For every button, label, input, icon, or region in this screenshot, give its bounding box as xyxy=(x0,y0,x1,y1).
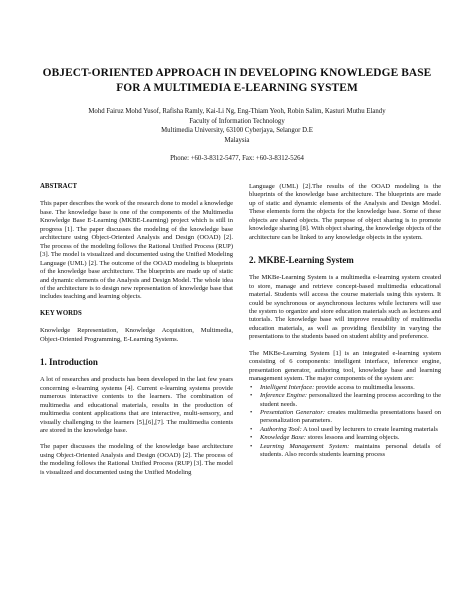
component-term: Inference Engine: xyxy=(260,392,308,400)
component-description: personalized the learning process according to the student needs. xyxy=(260,392,441,408)
component-description: provide access to multimedia lessons. xyxy=(314,383,415,391)
section-2-paragraph-1: The MKBe-Learning System is a multimedia e-learning system created to store, manage and retrieve concept-based multimedia educational material. Students will access the course materials using this system. It could be synchronous or asynchronous lectures while lecturers will use the system to organize and store education materials such as lectures and tutorials. The knowledge base will improve reusability of multimedia education materials, as well as providing flexibility in varying the presentations to the students based on student ability and preference. xyxy=(249,274,441,341)
component-term: Knowledge Base: xyxy=(260,434,307,442)
intro-paragraph-1: A lot of researches and products has been developed in the last few years concerning e-learning systems [4]. Current e-learning systems provide numerous interactive contents to the learners. The combination of multimedia and educational materials, results in the production of multimedia content applications that are interactive, multi-sensory, and visually challenging to the learners [5],[6],[7]. The multimedia contents are stored in the knowledge base. xyxy=(40,376,233,434)
component-list-item xyxy=(249,443,441,460)
component-list-item xyxy=(249,409,441,426)
affiliation-university: Multimedia University, 63100 Cyberjaya, Selangor D.E xyxy=(161,127,313,135)
author-list: Mohd Fairuz Mohd Yusof, Rafisha Ramly, Kai-Li Ng, Eng-Thiam Yeoh, Robin Salim, Kasturi Muthu Elandy xyxy=(88,108,386,115)
affiliation-country: Malaysia xyxy=(224,136,250,144)
author-block xyxy=(30,107,444,145)
intro-heading: 1. Introduction xyxy=(40,357,98,368)
right-column xyxy=(249,183,441,460)
component-list-item xyxy=(249,384,441,392)
component-term: Presentation Generator: xyxy=(260,408,326,416)
component-term: Authoring Tool: xyxy=(260,425,302,433)
component-description: maintains personal details of students. Also records students learning process xyxy=(260,442,441,459)
title-line-2: FOR A MULTIMEDIA E-LEARNING SYSTEM xyxy=(116,82,358,94)
section-2-paragraph-2: The MKBe-Learning System [1] is an integrated e-learning system consisting of 6 components: intelligent interface, inference engine, presentation generator, authoring tool, knowledge base and learning management system. The major components of the system are: xyxy=(249,349,441,383)
keywords-text: Knowledge Representation, Knowledge Acquisition, Multimedia, Object-Oriented Programming, E-Learning Systems. xyxy=(40,327,233,343)
component-term: Intelligent Interface: xyxy=(260,383,315,391)
title-line-1: OBJECT-ORIENTED APPROACH IN DEVELOPING KNOWLEDGE BASE xyxy=(42,67,432,79)
left-column xyxy=(40,183,233,477)
intro-paragraph-2: The paper discusses the modeling of the knowledge base architecture using Object-Oriented Analysis and Design (OOAD) [2]. The process of the modeling follows the Rational Unified Process (RUP) [3]. The model is visualized and documented using the Unified Modeling xyxy=(40,443,233,476)
affiliation-faculty: Faculty of Information Technology xyxy=(189,117,285,125)
component-term: Learning Management System: xyxy=(260,442,350,450)
component-description: stores lessons and learning objects. xyxy=(306,434,400,442)
section-2-heading: 2. MKBE-Learning System xyxy=(249,255,354,266)
paper-title xyxy=(40,66,434,96)
abstract-text: This paper describes the work of the research done to model a knowledge base. The knowledge base is one of the components of the Multimedia Knowledge Base E-Learning (MKBE-Learning) project which is still in progress [1]. The paper discusses the modeling of the knowledge base architecture using Object-Oriented Analysis and Design (OOAD) [2]. The process of the modeling follows the Rational Unified Process (RUP) [3]. The model is visualized and documented using the Unified Modeling Language (UML) [2]. The outcome of the OOAD modeling is blueprints of the knowledge base architecture. The blueprints are made up of static and dynamic elements of the Analysis and Design Model. The whole idea of the architecture is to design new representation of knowledge base that includes teaching and learning objects. xyxy=(40,200,233,301)
abstract-heading: ABSTRACT xyxy=(40,183,78,190)
component-description: creates multimedia presentations based on personalization parameters. xyxy=(260,408,441,425)
continued-text: Language (UML) [2].The results of the OOAD modeling is the blueprints of the knowledge base architecture. The blueprints are made up of static and dynamic elements of the Analysis and Design Model. These elements form the objects for the knowledge base. Some of these objects are shared objects. The purpose of object sharing is to promote knowledge sharing [8]. With object sharing, the knowledge objects of the architecture can be linked to any knowledge objects in the system. xyxy=(249,183,441,241)
component-description: A tool used by lecturers to create learning materials xyxy=(301,425,438,433)
keywords-heading: KEY WORDS xyxy=(40,309,82,317)
component-list-item xyxy=(249,392,441,409)
contact-info: Phone: +60-3-8312-5477, Fax: +60-3-8312-5264 xyxy=(170,155,304,162)
component-list-item xyxy=(249,434,441,442)
component-list-item xyxy=(249,426,441,434)
